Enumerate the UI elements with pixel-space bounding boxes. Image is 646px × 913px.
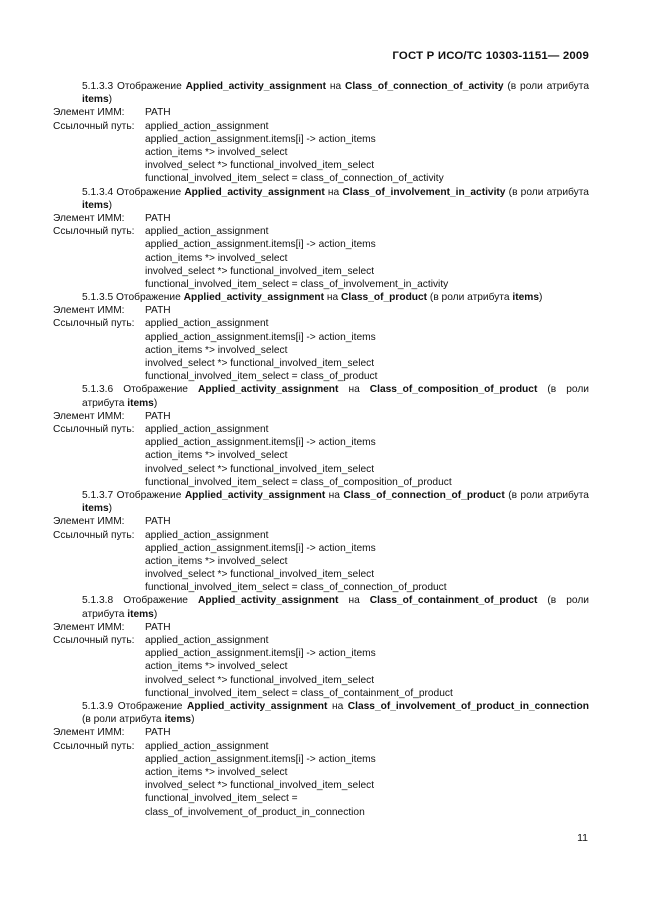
path-text: applied_action_assignment.items[i] -> action_items xyxy=(145,753,376,765)
path-line xyxy=(53,278,589,291)
mapping-word: Отображение xyxy=(117,700,183,712)
role-attribute: items xyxy=(127,397,154,409)
mapping-word: Отображение xyxy=(123,595,188,607)
role-suffix: ) xyxy=(153,608,158,620)
role-prefix: (в роли атрибута xyxy=(508,489,589,501)
target-entity: Class_of_connection_of_product xyxy=(343,489,505,501)
role-suffix: ) xyxy=(153,397,158,409)
element-label: Элемент ИММ: xyxy=(53,727,125,739)
path-label: Ссылочный путь: xyxy=(53,635,135,647)
path-text: action_items *> involved_select xyxy=(145,766,288,778)
target-entity: Class_of_involvement_of_product_in_connection xyxy=(347,700,589,712)
section-number: 5.1.3.3 xyxy=(82,81,114,92)
mapping-section xyxy=(53,594,589,700)
mapping-word: Отображение xyxy=(116,292,181,304)
section-number: 5.1.3.5 xyxy=(82,292,114,304)
path-line xyxy=(53,252,589,265)
path-text: applied_action_assignment xyxy=(145,635,269,647)
path-line xyxy=(53,317,589,330)
mapping-word: Отображение xyxy=(123,384,188,396)
role-attribute: items xyxy=(127,608,154,620)
mapping-word: Отображение xyxy=(116,186,182,198)
on-word: на xyxy=(326,292,339,304)
role-prefix: (в роли атрибута xyxy=(507,81,589,92)
section-heading xyxy=(53,383,589,409)
path-line xyxy=(53,581,589,594)
role-attribute: items xyxy=(164,714,192,726)
path-line xyxy=(53,476,589,489)
section-number: 5.1.3.4 xyxy=(82,186,114,198)
role-attribute: items xyxy=(82,503,109,515)
path-text: involved_select *> functional_involved_item_select xyxy=(145,160,375,172)
element-label: Элемент ИММ: xyxy=(53,107,125,119)
element-type: PATH xyxy=(145,727,171,739)
element-line xyxy=(53,304,589,317)
path-text: applied_action_assignment xyxy=(145,529,269,541)
role-attribute: items xyxy=(512,292,539,304)
path-text: applied_action_assignment.items[i] -> action_items xyxy=(145,542,376,554)
source-entity: Applied_activity_assignment xyxy=(183,292,325,304)
section-number: 5.1.3.6 xyxy=(82,384,114,396)
path-line xyxy=(53,740,589,753)
path-line xyxy=(53,436,589,449)
path-line xyxy=(53,634,589,647)
path-line xyxy=(53,779,589,792)
mapping-section xyxy=(53,80,589,186)
source-entity: Applied_activity_assignment xyxy=(184,489,326,501)
mapping-section xyxy=(53,186,589,292)
role-suffix: ) xyxy=(191,714,195,726)
role-suffix: ) xyxy=(108,199,113,211)
on-word: на xyxy=(328,489,340,501)
target-entity: Class_of_containment_of_product xyxy=(369,595,538,607)
path-text: involved_select *> functional_involved_item_select xyxy=(145,265,375,277)
section-number: 5.1.3.8 xyxy=(82,595,114,607)
element-line xyxy=(53,621,589,634)
path-text: action_items *> involved_select xyxy=(145,661,288,673)
section-number: 5.1.3.9 xyxy=(82,700,114,712)
path-text: functional_involved_item_select = class_of_containment_of_product xyxy=(145,687,453,699)
element-line xyxy=(53,410,589,423)
source-entity: Applied_activity_assignment xyxy=(198,384,339,396)
path-line xyxy=(53,423,589,436)
path-text: applied_action_assignment.items[i] -> action_items xyxy=(145,437,376,449)
path-text: involved_select *> functional_involved_item_select xyxy=(145,463,375,475)
path-line xyxy=(53,225,589,238)
mapping-section xyxy=(53,489,589,595)
sections-container xyxy=(53,80,589,819)
path-text: involved_select *> functional_involved_item_select xyxy=(145,674,375,686)
path-line xyxy=(53,542,589,555)
path-text: functional_involved_item_select = xyxy=(145,793,298,805)
section-heading xyxy=(53,594,589,620)
source-entity: Applied_activity_assignment xyxy=(198,595,339,607)
path-line xyxy=(53,370,589,383)
path-line xyxy=(53,568,589,581)
path-text: applied_action_assignment xyxy=(145,120,269,132)
path-line xyxy=(53,660,589,673)
path-text: applied_action_assignment.items[i] -> action_items xyxy=(145,133,376,145)
element-line xyxy=(53,515,589,528)
element-label: Элемент ИММ: xyxy=(53,305,125,317)
path-label: Ссылочный путь: xyxy=(53,120,135,132)
path-line xyxy=(53,555,589,568)
target-entity: Class_of_involvement_in_activity xyxy=(342,186,506,198)
path-text: functional_involved_item_select = class_of_product xyxy=(145,371,378,383)
path-text: functional_involved_item_select = class_of_involvement_in_activity xyxy=(145,278,449,290)
path-label: Ссылочный путь: xyxy=(53,318,135,330)
section-heading xyxy=(53,700,589,726)
path-line xyxy=(53,159,589,172)
role-attribute: items xyxy=(82,199,109,211)
section-number: 5.1.3.7 xyxy=(82,489,114,501)
path-line xyxy=(53,687,589,700)
mapping-section xyxy=(53,700,589,819)
element-line xyxy=(53,726,589,739)
element-type: PATH xyxy=(145,212,171,224)
path-line xyxy=(53,133,589,146)
path-label: Ссылочный путь: xyxy=(53,740,135,752)
path-text: applied_action_assignment.items[i] -> action_items xyxy=(145,239,376,251)
path-line xyxy=(53,120,589,133)
path-text: action_items *> involved_select xyxy=(145,146,288,158)
role-prefix: (в роли атрибута xyxy=(82,714,162,726)
document-header: ГОСТ Р ИСО/ТС 10303-1151— 2009 xyxy=(392,50,589,62)
path-line xyxy=(53,753,589,766)
path-line xyxy=(53,792,589,805)
path-text: class_of_involvement_of_product_in_connection xyxy=(145,806,365,818)
on-word: на xyxy=(327,186,340,198)
target-entity: Class_of_product xyxy=(341,292,428,304)
role-prefix: (в роли атрибута xyxy=(82,595,589,620)
element-type: PATH xyxy=(145,305,171,317)
on-word: на xyxy=(329,81,342,92)
element-label: Элемент ИММ: xyxy=(53,516,125,528)
element-line xyxy=(53,212,589,225)
path-line xyxy=(53,146,589,159)
path-text: action_items *> involved_select xyxy=(145,450,288,462)
element-type: PATH xyxy=(145,516,171,528)
path-line xyxy=(53,172,589,185)
element-type: PATH xyxy=(145,410,171,422)
path-text: applied_action_assignment xyxy=(145,740,269,752)
section-heading xyxy=(53,186,589,212)
path-text: applied_action_assignment xyxy=(145,318,269,330)
source-entity: Applied_activity_assignment xyxy=(187,700,328,712)
on-word: на xyxy=(331,700,344,712)
element-label: Элемент ИММ: xyxy=(53,410,125,422)
path-text: involved_select *> functional_involved_item_select xyxy=(145,780,375,792)
path-line xyxy=(53,674,589,687)
section-heading xyxy=(53,80,589,106)
mapping-word: Отображение xyxy=(117,81,182,92)
path-text: applied_action_assignment.items[i] -> action_items xyxy=(145,331,376,343)
path-text: functional_involved_item_select = class_of_composition_of_product xyxy=(145,476,452,488)
path-line xyxy=(53,449,589,462)
element-label: Элемент ИММ: xyxy=(53,621,125,633)
source-entity: Applied_activity_assignment xyxy=(185,81,327,92)
path-text: involved_select *> functional_involved_item_select xyxy=(145,569,375,581)
path-text: action_items *> involved_select xyxy=(145,555,288,567)
section-heading xyxy=(53,489,589,515)
element-label: Элемент ИММ: xyxy=(53,212,125,224)
path-line xyxy=(53,806,589,819)
path-line xyxy=(53,344,589,357)
element-type: PATH xyxy=(145,107,171,119)
section-heading xyxy=(53,291,589,304)
role-prefix: (в роли атрибута xyxy=(82,384,589,409)
role-suffix: ) xyxy=(539,292,543,304)
path-text: action_items *> involved_select xyxy=(145,252,288,264)
path-line xyxy=(53,238,589,251)
source-entity: Applied_activity_assignment xyxy=(184,186,325,198)
on-word: на xyxy=(348,595,360,607)
role-attribute: items xyxy=(82,94,109,106)
element-type: PATH xyxy=(145,621,171,633)
on-word: на xyxy=(348,384,360,396)
role-suffix: ) xyxy=(108,94,113,106)
path-text: applied_action_assignment xyxy=(145,226,269,238)
path-text: applied_action_assignment xyxy=(145,423,269,435)
path-line xyxy=(53,647,589,660)
path-line xyxy=(53,766,589,779)
role-prefix: (в роли атрибута xyxy=(429,292,510,304)
target-entity: Class_of_composition_of_product xyxy=(369,384,538,396)
target-entity: Class_of_connection_of_activity xyxy=(345,81,504,92)
element-line xyxy=(53,106,589,119)
document-body xyxy=(53,80,589,819)
role-prefix: (в роли атрибута xyxy=(508,186,589,198)
path-text: applied_action_assignment.items[i] -> action_items xyxy=(145,648,376,660)
path-line xyxy=(53,463,589,476)
page-number: 11 xyxy=(577,832,588,844)
path-label: Ссылочный путь: xyxy=(53,226,135,238)
path-label: Ссылочный путь: xyxy=(53,529,135,541)
path-line xyxy=(53,265,589,278)
path-line xyxy=(53,529,589,542)
mapping-section xyxy=(53,383,589,489)
path-line xyxy=(53,331,589,344)
path-text: action_items *> involved_select xyxy=(145,344,288,356)
mapping-section xyxy=(53,291,589,383)
role-suffix: ) xyxy=(108,503,113,515)
mapping-word: Отображение xyxy=(116,489,182,501)
path-text: functional_involved_item_select = class_of_connection_of_product xyxy=(145,582,447,594)
path-label: Ссылочный путь: xyxy=(53,423,135,435)
path-text: functional_involved_item_select = class_of_connection_of_activity xyxy=(145,173,444,185)
path-text: involved_select *> functional_involved_item_select xyxy=(145,358,375,370)
path-line xyxy=(53,357,589,370)
